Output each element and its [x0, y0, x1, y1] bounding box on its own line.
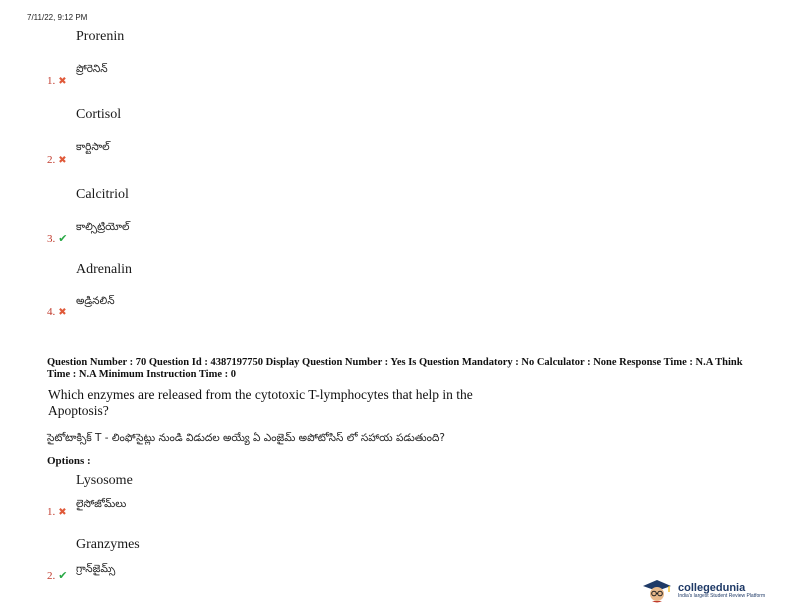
logo-name: collegedunia	[678, 582, 746, 594]
option-number-row	[47, 75, 67, 87]
option-telugu: అడ్రినలిన్	[76, 295, 115, 307]
question-line: Which enzymes are released from the cytotoxic T-lymphocytes that help in the	[48, 387, 473, 402]
check-icon: ✔	[58, 569, 68, 582]
option-number: 1.	[47, 75, 56, 87]
option-number-row	[47, 569, 67, 582]
question-meta: Question Number : 70 Question Id : 4387197750 Display Question Number : Yes Is Question Mandatory : No Calculator : None Response Time : N.A Think Time : N.A Minimum Instruction Time : 0	[47, 357, 743, 380]
option-english: Granzymes	[76, 537, 140, 552]
option-number-row	[47, 506, 67, 518]
option-english: Adrenalin	[76, 262, 132, 277]
option-telugu: ప్రోరెనిన్	[76, 63, 108, 75]
option-english: Cortisol	[76, 107, 122, 122]
print-timestamp: 7/11/22, 9:12 PM	[27, 13, 88, 22]
option-english: Calcitriol	[76, 187, 129, 202]
option-number: 2.	[47, 569, 56, 582]
logo-tagline: India's largest Student Review Platform	[678, 593, 766, 599]
option-number: 3.	[47, 232, 56, 245]
cross-icon: ✖	[58, 306, 67, 318]
question-text-english	[48, 387, 568, 419]
cross-icon: ✖	[58, 75, 67, 87]
option-number-row	[47, 154, 67, 166]
option-telugu: కార్టిసాల్	[76, 141, 110, 153]
collegedunia-logo	[640, 578, 765, 604]
question-line: Apoptosis?	[48, 403, 109, 418]
option-telugu: గ్రాన్‌జైమ్స్	[76, 563, 116, 575]
option-english: Prorenin	[76, 29, 125, 44]
graduate-icon	[640, 578, 674, 604]
option-number: 4.	[47, 306, 56, 318]
cross-icon: ✖	[58, 154, 67, 166]
cross-icon: ✖	[58, 506, 67, 518]
check-icon: ✔	[58, 232, 68, 245]
option-telugu: కాల్సిట్రియోల్	[76, 221, 130, 233]
question-text-telugu: సైటోటాక్సిక్ T - లింఫోసైట్లు నుండి విడుదల అయ్యే ఏ ఎంజైమ్ అపోటోసిస్ లో సహాయ పడుతుంది?	[47, 432, 445, 444]
option-number-row	[47, 232, 67, 245]
option-number-row	[47, 306, 67, 318]
option-number: 1.	[47, 506, 56, 518]
options-label: Options :	[47, 455, 91, 467]
option-number: 2.	[47, 154, 56, 166]
option-telugu: లైసోజోమ్‌లు	[76, 498, 127, 510]
logo-text	[678, 583, 765, 599]
option-english: Lysosome	[76, 473, 133, 488]
